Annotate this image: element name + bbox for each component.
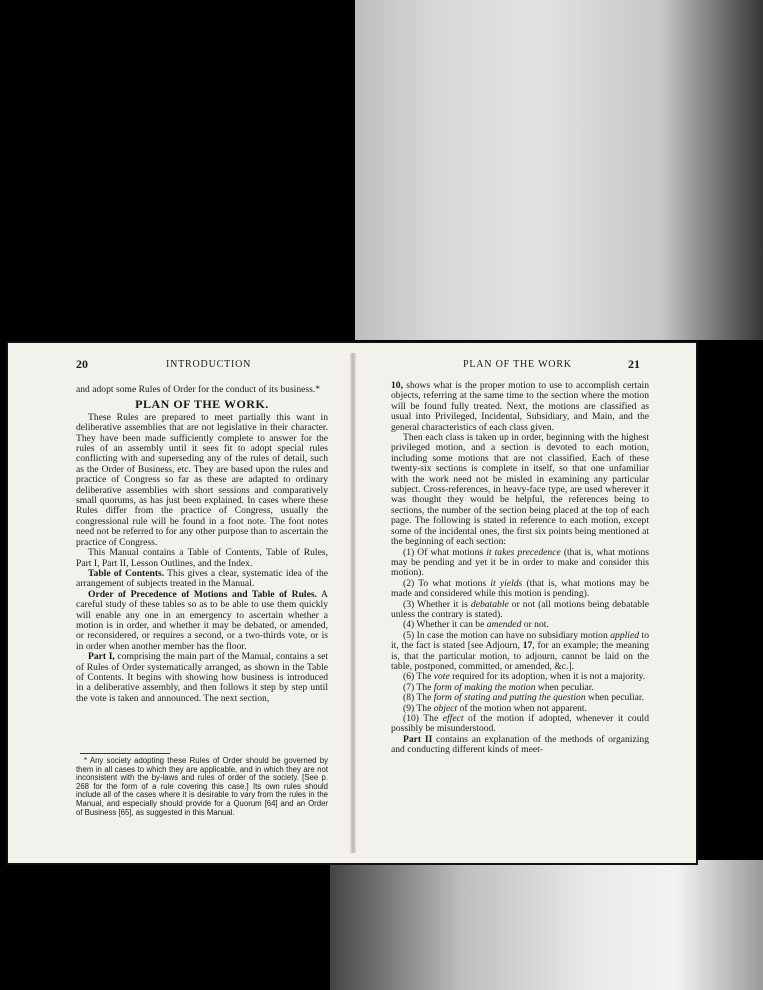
paragraph: Part II contains an explanation of the methods of organizing and conducting different kinds of meet- <box>391 733 649 756</box>
running-head: PLAN OF THE WORK <box>463 359 572 370</box>
footnote-rule <box>80 753 170 754</box>
footnote <box>76 757 328 817</box>
paragraph: Table of Contents. This gives a clear, systematic idea of the arrangement of subjects treated in the Manual. <box>76 567 328 590</box>
bold-lead: Part II <box>403 733 433 745</box>
list-item: (1) Of what motions it takes precedence (that is, what motions may be pending and yet it be in order to make and consider this motion). <box>391 546 649 579</box>
list-item: (4) Whether it can be amended or not. <box>403 619 549 631</box>
bold-lead: Order of Precedence of Motions and Table of Rules. <box>88 588 317 600</box>
left-body <box>76 385 328 704</box>
paragraph: Order of Precedence of Motions and Table of Rules. A careful study of these tables so as to be able to use them quickly will enable any one in an emergency to ascertain whether a motion is in order, and whether it may be debated, or amended, or reconsidered, or requires a second, or a two-thirds vote, or is in order when another member has the floor. <box>76 588 328 652</box>
scanner-glare-bottom <box>330 860 763 990</box>
list-item: (9) The object of the motion when not apparent. <box>403 702 587 714</box>
page-number: 21 <box>628 357 640 371</box>
bold-lead: Part I, <box>88 651 115 663</box>
paragraph: Then each class is taken up in order, beginning with the highest privileged motion, and a section is devoted to each motion, including some motions that are not classified. Each of these twenty-six sections is complete in itself, so that one unfamiliar with the work need not be misled in examining any particular subject. Cross-references, in heavy-face type, are used wherever it was thought they would be helpful, the references being to sections, the number of the section being placed at the top of each page. The following is stated in reference to each motion, except some of the incidental ones, the first six points being mentioned at the beginning of each section: <box>391 432 649 548</box>
left-page <box>8 343 353 863</box>
paragraph: This Manual contains a Table of Contents, Table of Rules, Part I, Part II, Lesson Outlines, and the Index. <box>76 547 328 569</box>
opening-line: and adopt some Rules of Order for the conduct of its business.* <box>76 384 321 395</box>
running-head: INTRODUCTION <box>166 359 252 370</box>
list-item: (8) The form of stating and putting the question when peculiar. <box>403 692 644 704</box>
open-book-spread <box>8 343 696 863</box>
right-page <box>353 343 696 863</box>
list-item: (7) The form of making the motion when peculiar. <box>403 681 594 693</box>
page-number: 20 <box>76 357 88 371</box>
list-item: (2) To what motions it yields (that is, what motions may be made and considered while this motion is pending). <box>391 577 649 600</box>
list-item: (5) In case the motion can have no subsidiary motion applied to it, the fact is stated [see Adjourn, 17, for an example; the meaning is, that the particular motion, to adjourn, cannot be laid on the table, postponed, committed, or amended, &c.]. <box>391 629 649 672</box>
list-item: (3) Whether it is debatable or not (all motions being debatable unless the contrary is stated). <box>391 598 649 620</box>
right-body <box>391 381 649 756</box>
paragraph: These Rules are prepared to meet partially this want in deliberative assemblies that are not legislative in their character. They have been made sufficiently complete to answer for the rules of an assembly until it sees fit to adopt special rules conflicting with and superseding any of the rules of detail, such as the Order of Business, etc. They are based upon the rules and practice of Congress so far as these are adapted to ordinary deliberative assemblies with short sessions and comparatively small quorums, as has just been explained. In cases where these Rules differ from the practice of Congress, usually the congressional rule will be found in a foot note. The foot notes need not be referred to for any other purpose than to ascertain the practice of Congress. <box>76 411 328 548</box>
paragraph: Part I, comprising the main part of the Manual, contains a set of Rules of Order systematically arranged, as shown in the Table of Contents. It begins with showing how business is introduced in a deliberative assembly, and then follows it step by step until the vote is taken and announced. The next section, <box>76 651 329 704</box>
scanner-glare-top <box>355 0 763 340</box>
list-item: (6) The vote required for its adoption, when it is not a majority. <box>403 671 646 683</box>
paragraph: 10, shows what is the proper motion to use to accomplish certain objects, referring at the same time to the section where the motion will be found fully treated. Next, the motions are classified as usual into Privileged, Incidental, Subsidiary, and Main, and the general characteristics of each class given. <box>391 380 649 433</box>
list-item: (10) The effect of the motion if adopted, whenever it could possibly be misunderstood. <box>391 713 649 735</box>
section-heading: PLAN OF THE WORK. <box>135 397 269 412</box>
bold-lead: Table of Contents. <box>88 567 165 579</box>
footnote-text: * Any society adopting these Rules of Order should be governed by them in all cases to which they are applicable, and in which they are not inconsistent with the by-laws and rules of order of the society. [See p. 268 for the form of a rule covering this case.] Its own rules should include all of the cases where it is desirable to vary from the rules in the Manual, and especially should provide for a Quorum [64] and an Order of Business [65], as suggested in this Manual. <box>76 756 328 817</box>
